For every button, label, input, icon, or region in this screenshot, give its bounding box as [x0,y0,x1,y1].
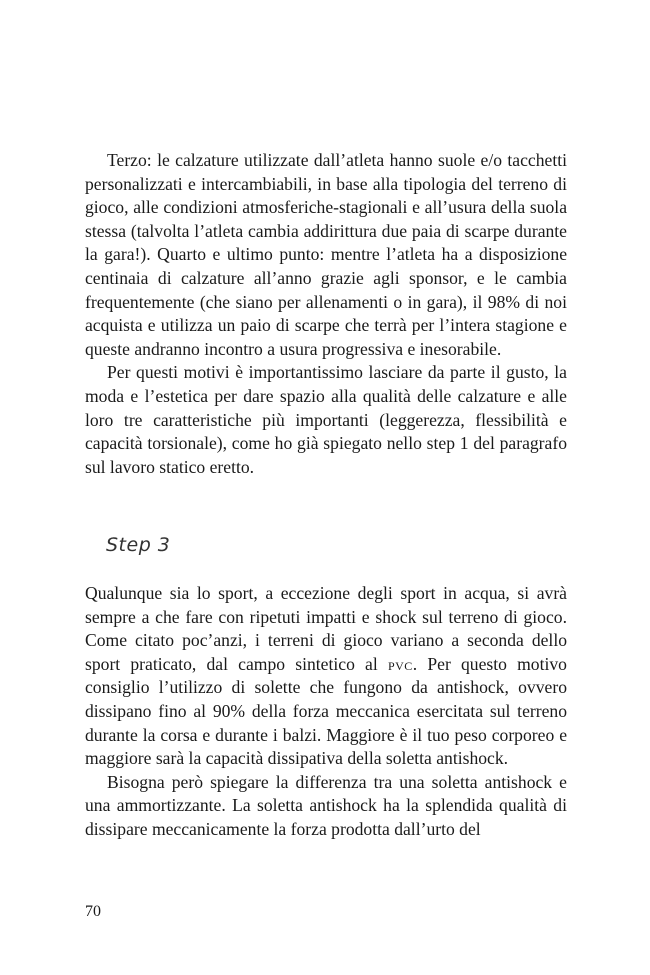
section-one-text [85,149,567,479]
paragraph-sport [85,582,567,771]
paragraph-calzature: Terzo: le calzature utilizzate dall’atleta hanno suole e/o tacchetti personalizzati e intercambiabili, in base alla tipologia del terreno di gioco, alle condizioni atmosferiche-stagionali e all’usura della suola stessa (talvolta l’atleta cambia addirittura due paia di scarpe durante la gara!). Quarto e ultimo punto: mentre l’atleta ha a disposizione centinaia di calzature all’anno grazie agli sponsor, e le cambia frequentemente (che siano per allenamenti o in gara), il 98% di noi acquista e utilizza un paio di scarpe che terrà per l’intera stagione e queste andranno incontro a usura progressiva e inesorabile. [85,150,567,359]
section-two-text [85,582,567,842]
paragraph-soletta: Bisogna però spiegare la differenza tra una soletta antishock e una ammortizzante. La soletta antishock ha la splendida qualità di dissipare meccanicamente la forza prodotta dall’urto del [85,771,567,839]
section-heading: Step 3 [106,534,171,556]
paragraph-motivi: Per questi motivi è importantissimo lasciare da parte il gusto, la moda e l’estetica per dare spazio alla qualità delle calzature e alle loro tre caratteristiche più importanti (leggerezza, flessibilità e capacità torsionale), come ho già spiegato nello step 1 del paragrafo sul lavoro statico eretto. [85,362,567,477]
paragraph-sport-part2: . Per questo motivo consiglio l’utilizzo di solette che fungono da antishock, ovvero dissipano fino al 90% della forza meccanica esercitata sul terreno durante la corsa e durante i balzi. Maggiore è il tuo peso corporeo e maggiore sarà la capacità dissipativa della soletta antishock. [85,653,567,769]
pvc-abbreviation: pvc [387,653,413,674]
paragraph-sport-part1: Qualunque sia lo sport, a eccezione degli sport in acqua, si avrà sempre a che fare con ripetuti impatti e shock sul terreno di gioco. Come citato poc’anzi, i terreni di gioco variano a seconda dello sport praticato, dal campo sintetico al [85,583,567,674]
page-number: 70 [85,903,101,920]
